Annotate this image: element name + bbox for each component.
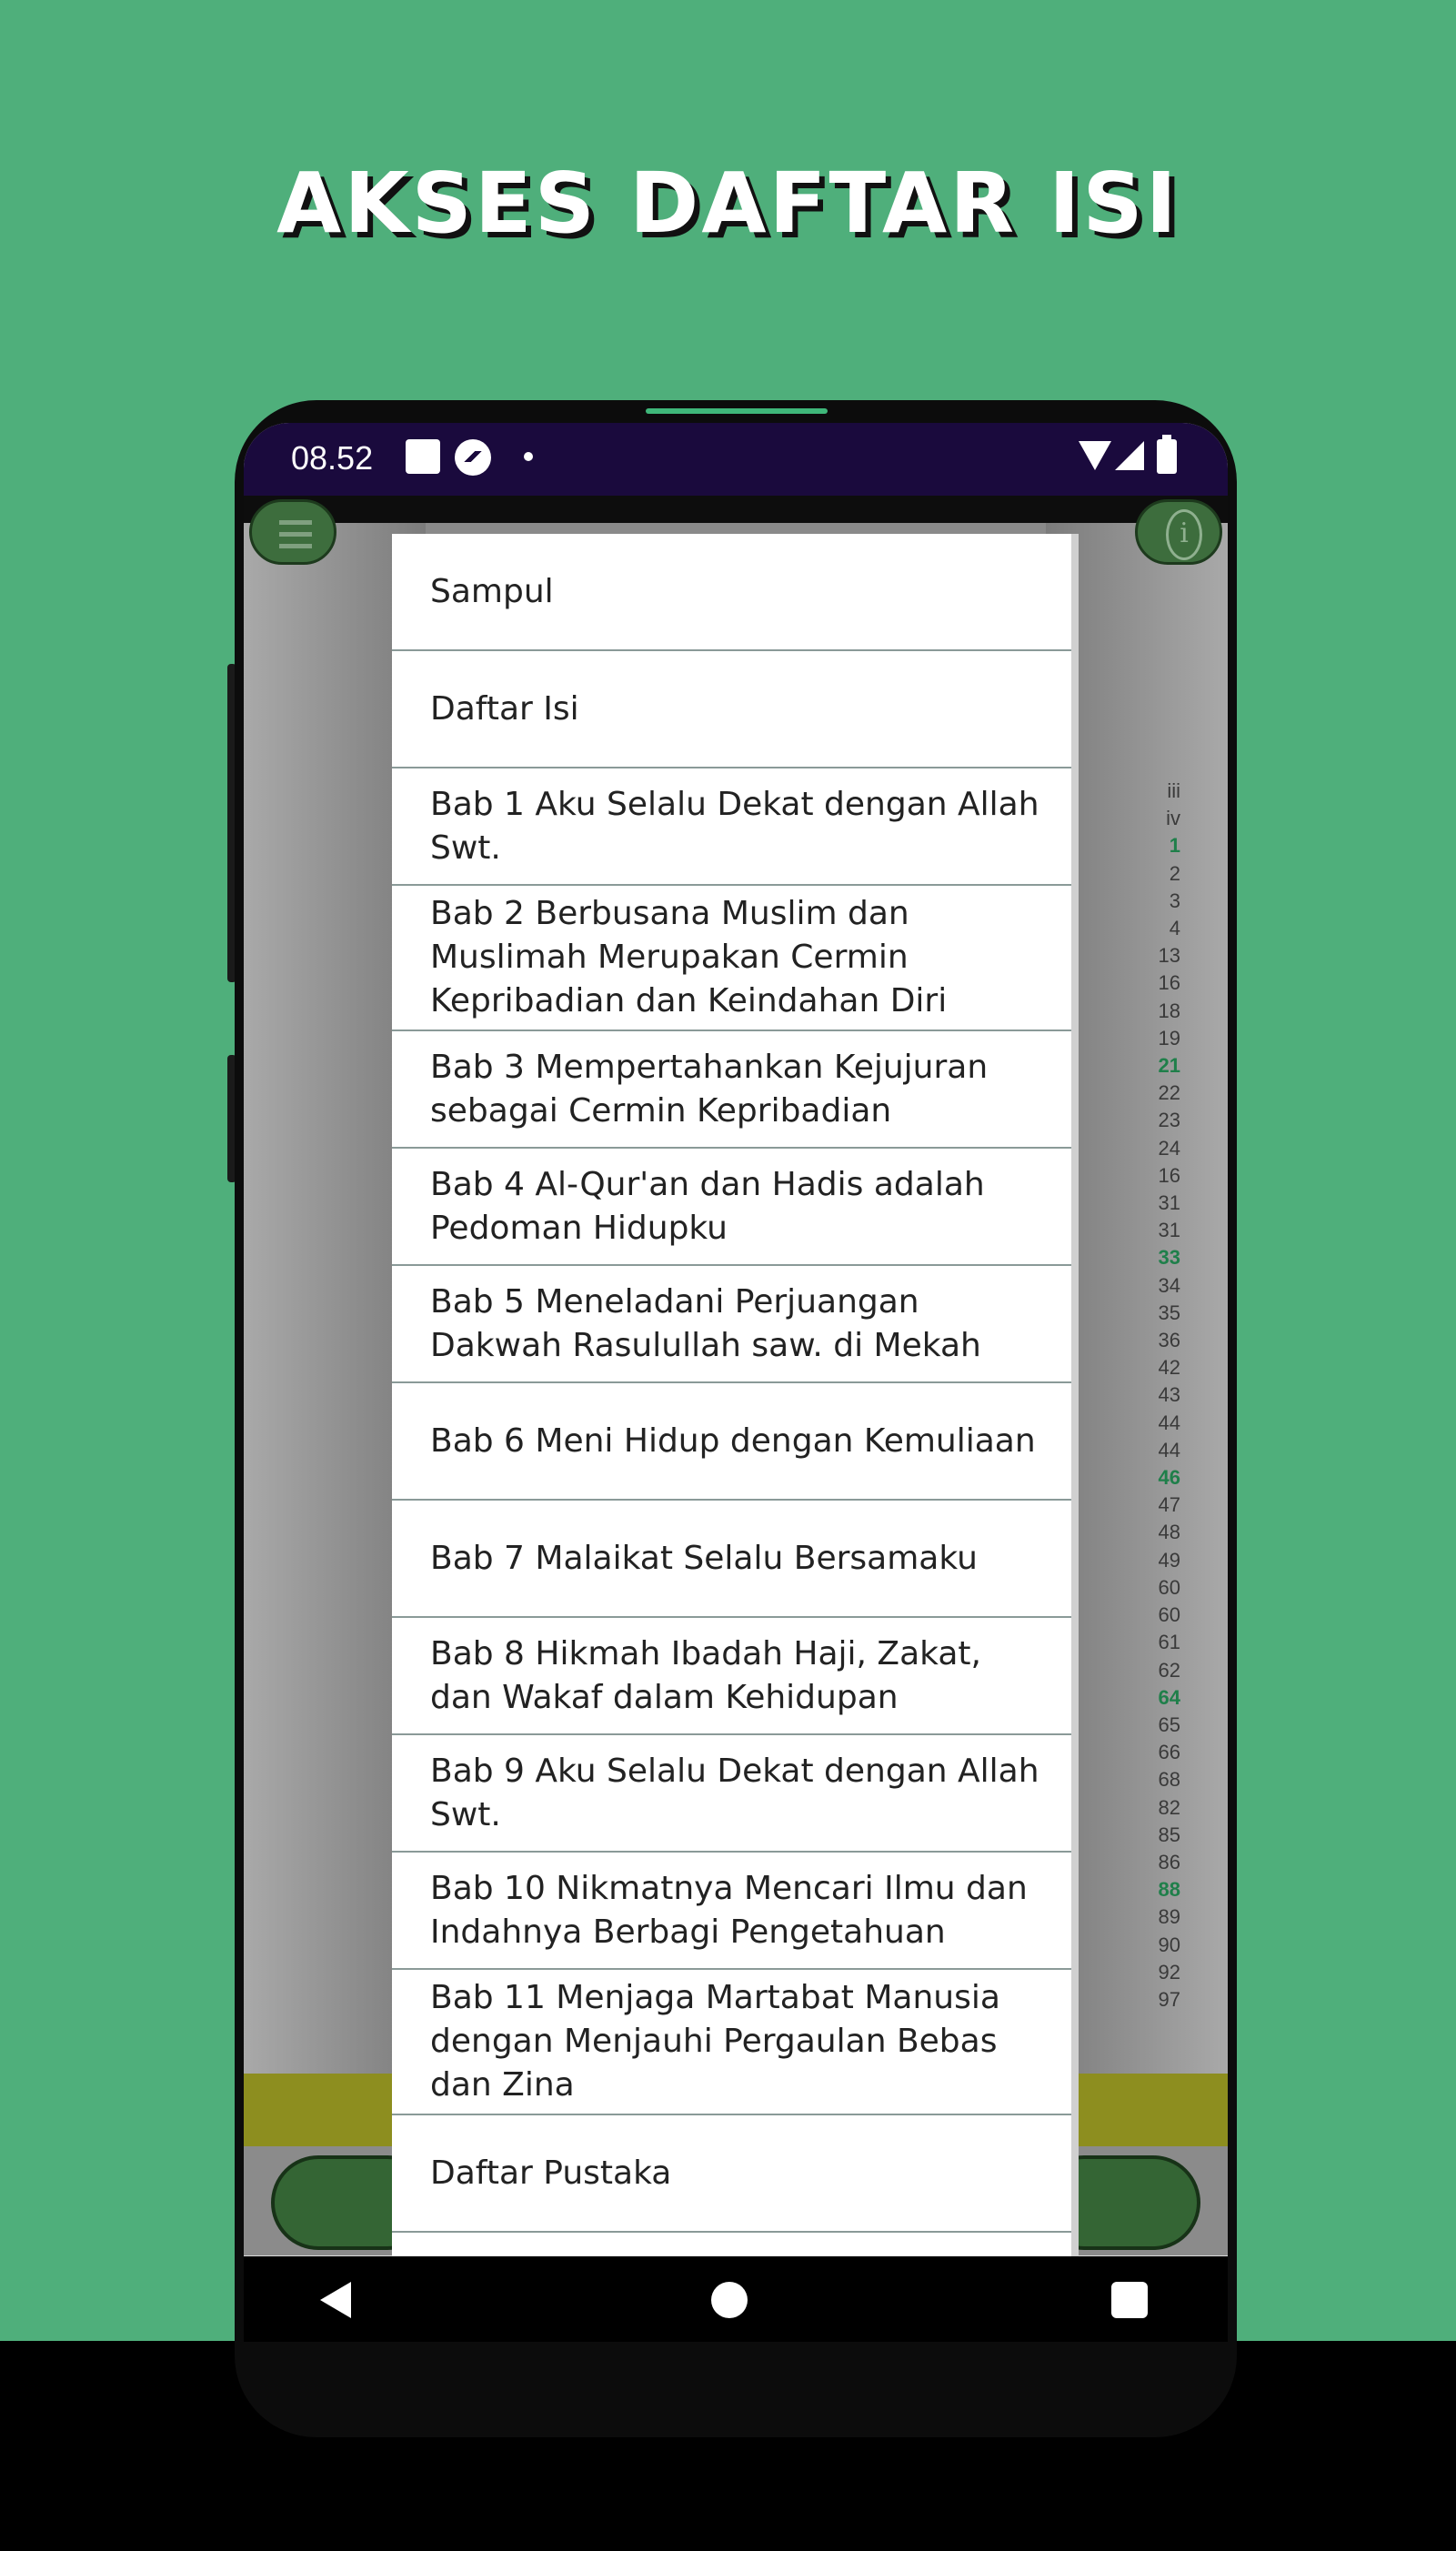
info-button[interactable] bbox=[1135, 499, 1222, 565]
system-nav-bar bbox=[244, 2256, 1228, 2342]
toc-item-daftar-pustaka[interactable]: Daftar Pustaka bbox=[392, 2115, 1071, 2233]
page-number: 13 bbox=[1158, 944, 1180, 968]
toc-item-bab-7[interactable]: Bab 7 Malaikat Selalu Bersamaku bbox=[392, 1501, 1071, 1618]
page-number: 33 bbox=[1158, 1246, 1180, 1270]
page-number: 31 bbox=[1158, 1191, 1180, 1215]
menu-icon-bar bbox=[279, 544, 312, 548]
page-number: 49 bbox=[1158, 1548, 1180, 1572]
cell-signal-icon bbox=[1115, 441, 1144, 470]
app-header bbox=[244, 496, 1228, 523]
menu-icon bbox=[279, 520, 312, 525]
page-number-column bbox=[1126, 778, 1180, 2014]
status-bar bbox=[244, 423, 1228, 496]
menu-icon-bar bbox=[279, 532, 312, 537]
page-number: 89 bbox=[1158, 1905, 1180, 1929]
page-number: 86 bbox=[1158, 1850, 1180, 1873]
page-number: iii bbox=[1167, 779, 1180, 802]
page-number: 18 bbox=[1158, 999, 1180, 1022]
promo-headline: AKSES DAFTAR ISI bbox=[276, 155, 1180, 252]
page-number: 19 bbox=[1158, 1026, 1180, 1050]
page-number: 3 bbox=[1169, 889, 1180, 912]
page-number: 66 bbox=[1158, 1741, 1180, 1764]
phone-speaker bbox=[646, 408, 828, 414]
page-number: 23 bbox=[1158, 1109, 1180, 1132]
page-number: 82 bbox=[1158, 1795, 1180, 1819]
page-number: 97 bbox=[1158, 1987, 1180, 2011]
phone-screen bbox=[244, 423, 1228, 2342]
page-number: 24 bbox=[1158, 1136, 1180, 1160]
toc-item-bab-11[interactable]: Bab 11 Menjaga Martabat Manusia dengan Menjauhi Pergaulan Bebas dan Zina bbox=[392, 1970, 1071, 2115]
page-number: 88 bbox=[1158, 1878, 1180, 1902]
page-number: 34 bbox=[1158, 1273, 1180, 1297]
page-number: 1 bbox=[1169, 834, 1180, 858]
home-icon[interactable] bbox=[711, 2282, 748, 2318]
notification-square-icon bbox=[406, 439, 440, 474]
page-number: 90 bbox=[1158, 1933, 1180, 1956]
toc-item-bab-1[interactable]: Bab 1 Aku Selalu Dekat dengan Allah Swt. bbox=[392, 768, 1071, 886]
toc-item-partial[interactable] bbox=[392, 2233, 1071, 2256]
battery-icon bbox=[1157, 439, 1177, 474]
page-number: 60 bbox=[1158, 1603, 1180, 1627]
page-number: 42 bbox=[1158, 1356, 1180, 1380]
recents-icon[interactable] bbox=[1111, 2282, 1148, 2318]
toc-item-bab-4[interactable]: Bab 4 Al-Qur'an dan Hadis adalah Pedoman Hidupku bbox=[392, 1149, 1071, 1266]
wifi-icon bbox=[1079, 441, 1111, 470]
page-number: 43 bbox=[1158, 1383, 1180, 1407]
page-number: 16 bbox=[1158, 971, 1180, 995]
toc-item-bab-8[interactable]: Bab 8 Hikmah Ibadah Haji, Zakat, dan Wakaf dalam Kehidupan bbox=[392, 1618, 1071, 1735]
page-number: 31 bbox=[1158, 1219, 1180, 1242]
toc-item-bab-10[interactable]: Bab 10 Nikmatnya Mencari Ilmu dan Indahnya Berbagi Pengetahuan bbox=[392, 1853, 1071, 1970]
page-number: 92 bbox=[1158, 1960, 1180, 1984]
toc-item-bab-9[interactable]: Bab 9 Aku Selalu Dekat dengan Allah Swt. bbox=[392, 1735, 1071, 1853]
back-icon[interactable] bbox=[320, 2282, 351, 2318]
page-number: 68 bbox=[1158, 1768, 1180, 1792]
page-number: 65 bbox=[1158, 1712, 1180, 1736]
toc-item-bab-2[interactable]: Bab 2 Berbusana Muslim dan Muslimah Merupakan Cermin Kepribadian dan Keindahan Diri bbox=[392, 886, 1071, 1031]
toc-dialog bbox=[392, 534, 1079, 2256]
page-number: 16 bbox=[1158, 1163, 1180, 1187]
page-number: 2 bbox=[1169, 861, 1180, 885]
page-number: 22 bbox=[1158, 1081, 1180, 1105]
page-number: 46 bbox=[1158, 1466, 1180, 1490]
page-number: 48 bbox=[1158, 1521, 1180, 1544]
page-number: 64 bbox=[1158, 1685, 1180, 1709]
page-number: 85 bbox=[1158, 1823, 1180, 1846]
page-number: 44 bbox=[1158, 1438, 1180, 1461]
toc-item-sampul[interactable]: Sampul bbox=[392, 534, 1071, 651]
page-number: 47 bbox=[1158, 1493, 1180, 1517]
page-number: iv bbox=[1166, 807, 1180, 830]
toc-item-bab-6[interactable]: Bab 6 Meni Hidup dengan Kemuliaan bbox=[392, 1383, 1071, 1501]
page-number: 21 bbox=[1158, 1054, 1180, 1078]
messenger-icon bbox=[455, 439, 491, 476]
page-number: 62 bbox=[1158, 1658, 1180, 1682]
toc-item-bab-5[interactable]: Bab 5 Meneladani Perjuangan Dakwah Rasulullah saw. di Mekah bbox=[392, 1266, 1071, 1383]
toc-item-daftar-isi[interactable]: Daftar Isi bbox=[392, 651, 1071, 768]
page-number: 35 bbox=[1158, 1301, 1180, 1324]
page-number: 44 bbox=[1158, 1411, 1180, 1434]
toc-item-bab-3[interactable]: Bab 3 Mempertahankan Kejujuran sebagai Cermin Kepribadian bbox=[392, 1031, 1071, 1149]
status-time: 08.52 bbox=[291, 439, 374, 477]
page-number: 61 bbox=[1158, 1631, 1180, 1654]
page-number: 4 bbox=[1169, 917, 1180, 940]
more-notifications-dot-icon bbox=[524, 452, 533, 461]
menu-button[interactable] bbox=[249, 499, 336, 565]
page-number: 60 bbox=[1158, 1575, 1180, 1599]
page-number: 36 bbox=[1158, 1329, 1180, 1352]
